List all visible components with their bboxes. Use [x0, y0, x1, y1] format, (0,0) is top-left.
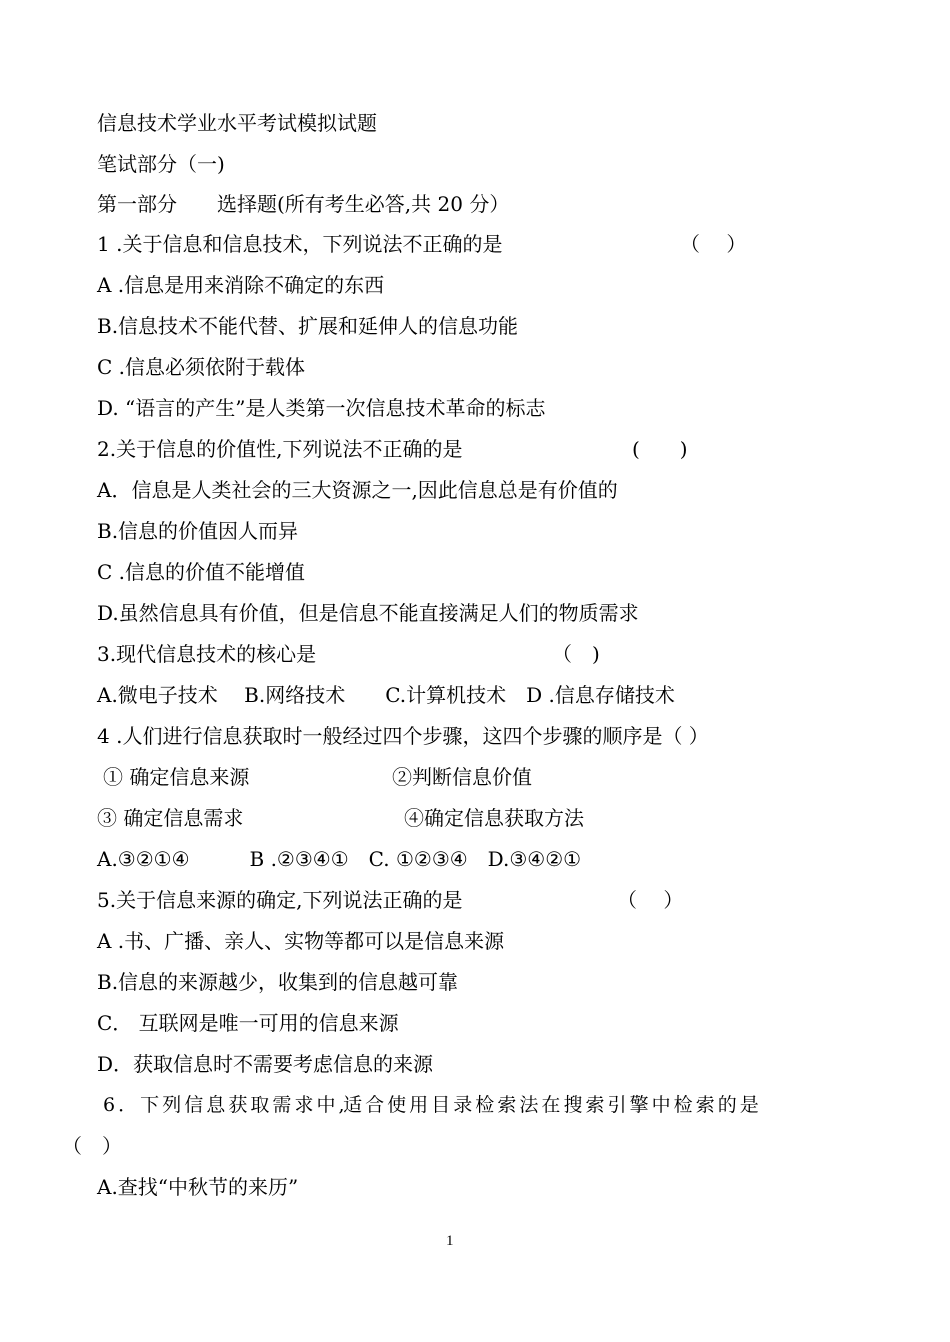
q5-option-b: B.信息的来源越少，收集到的信息越可靠: [97, 970, 459, 994]
q2-option-d: D.虽然信息具有价值，但是信息不能直接满足人们的物质需求: [97, 601, 639, 625]
q5-answer-paren: （ ）: [617, 888, 684, 912]
q4-options: A.③②①④ B .②③④① C. ①②③④ D.③④②①: [97, 847, 582, 871]
q5-option-c: C． 互联网是唯一可用的信息来源: [97, 1011, 399, 1035]
q4-step-1: ① 确定信息来源: [103, 765, 250, 789]
q6-option-a: A.查找“中秋节的来历”: [97, 1175, 299, 1199]
q3-stem: 3.现代信息技术的核心是: [97, 642, 317, 666]
q2-answer-paren: ( ): [632, 437, 688, 461]
q1-option-a: A .信息是用来消除不确定的东西: [97, 273, 385, 297]
q6-stem: 6 ． 下 列 信 息 获 取 需 求 中 ,适 合 使 用 目 录 检 索 法 在 搜 索 引 擎 中 检 索 的 是: [103, 1094, 758, 1116]
q5-stem: 5.关于信息来源的确定,下列说法正确的是: [97, 888, 463, 912]
q1-option-b: B.信息技术不能代替、扩展和延伸人的信息功能: [97, 314, 519, 338]
section-heading: 第一部分 选择题(所有考生必答,共 20 分）: [97, 192, 510, 216]
q2-option-b: B.信息的价值因人而异: [97, 519, 299, 543]
q1-answer-paren: （ ）: [680, 232, 747, 256]
document-subtitle: 笔试部分（一): [97, 152, 225, 176]
q5-option-a: A .书、广播、亲人、实物等都可以是信息来源: [97, 929, 505, 953]
q1-stem: 1 .关于信息和信息技术，下列说法不正确的是: [97, 232, 503, 256]
document-title: 信息技术学业水平考试模拟试题: [97, 111, 377, 135]
q5-option-d: D．获取信息时不需要考虑信息的来源: [97, 1052, 434, 1076]
q2-stem: 2.关于信息的价值性,下列说法不正确的是: [97, 437, 463, 461]
q4-stem: 4 .人们进行信息获取时一般经过四个步骤，这四个步骤的顺序是（ ）: [97, 724, 709, 748]
q4-step-4: ④确定信息获取方法: [404, 806, 584, 830]
q2-option-a: A．信息是人类社会的三大资源之一,因此信息总是有价值的: [97, 478, 618, 502]
q2-option-c: C .信息的价值不能增值: [97, 560, 306, 584]
q3-answer-paren: （ ): [552, 642, 600, 666]
page-number: 1: [446, 1233, 454, 1249]
q6-answer-paren: （ ）: [62, 1134, 122, 1158]
q1-option-d: D. “语言的产生”是人类第一次信息技术革命的标志: [97, 396, 546, 420]
q4-step-3: ③ 确定信息需求: [97, 806, 244, 830]
q4-step-2: ②判断信息价值: [392, 765, 532, 789]
q1-option-c: C .信息必须依附于载体: [97, 355, 306, 379]
q3-options: A.微电子技术 B.网络技术 C.计算机技术 D .信息存储技术: [97, 683, 675, 707]
